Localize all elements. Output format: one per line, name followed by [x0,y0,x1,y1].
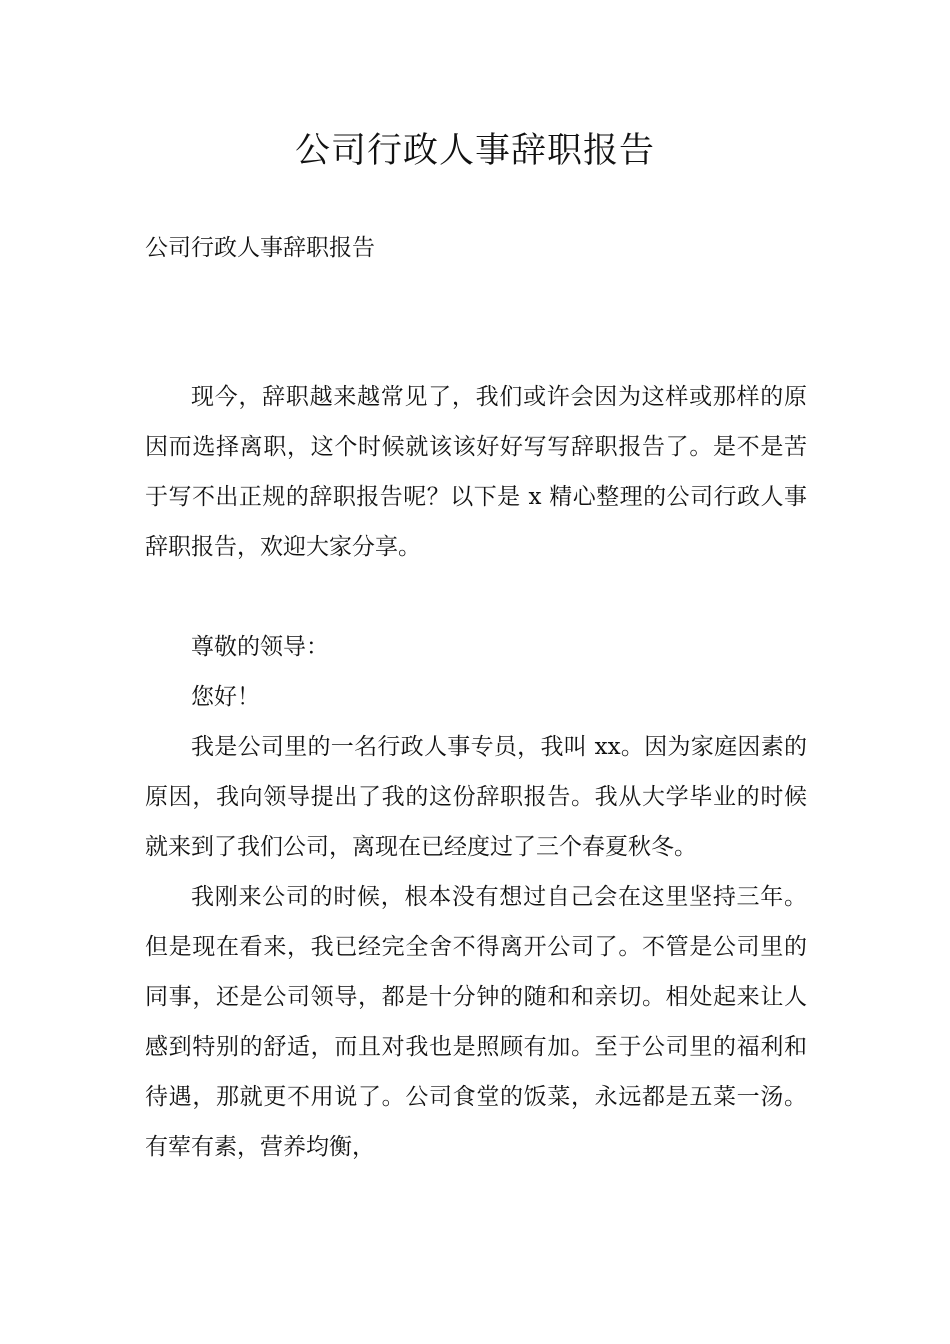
document-subtitle: 公司行政人事辞职报告 [145,235,375,261]
document-title: 公司行政人事辞职报告 [294,131,655,171]
document-body [145,372,807,1172]
paragraph-intro: 现今，辞职越来越常见了，我们或许会因为这样或那样的原因而选择离职，这个时候就该该好好写写辞职报告了。是不是苦于写不出正规的辞职报告呢？以下是 x 精心整理的公司行政人事辞职报告，欢迎大家分享。 [145,384,807,560]
paragraph-gap [145,572,807,622]
paragraph-body-1: 我是公司里的一名行政人事专员，我叫 xx。因为家庭因素的原因，我向领导提出了我的这份辞职报告。我从大学毕业的时候就来到了我们公司，离现在已经度过了三个春夏秋冬。 [145,734,807,860]
paragraph-salutation: 尊敬的领导： [191,634,329,660]
paragraph-greeting: 您好！ [191,684,260,710]
paragraph-body-2: 我刚来公司的时候，根本没有想过自己会在这里坚持三年。但是现在看来，我已经完全舍不得离开公司了。不管是公司里的同事，还是公司领导，都是十分钟的随和和亲切。相处起来让人感到特别的舒适，而且对我也是照顾有加。至于公司里的福利和待遇，那就更不用说了。公司食堂的饭菜，永远都是五菜一汤。有荤有素，营养均衡， [145,884,807,1160]
